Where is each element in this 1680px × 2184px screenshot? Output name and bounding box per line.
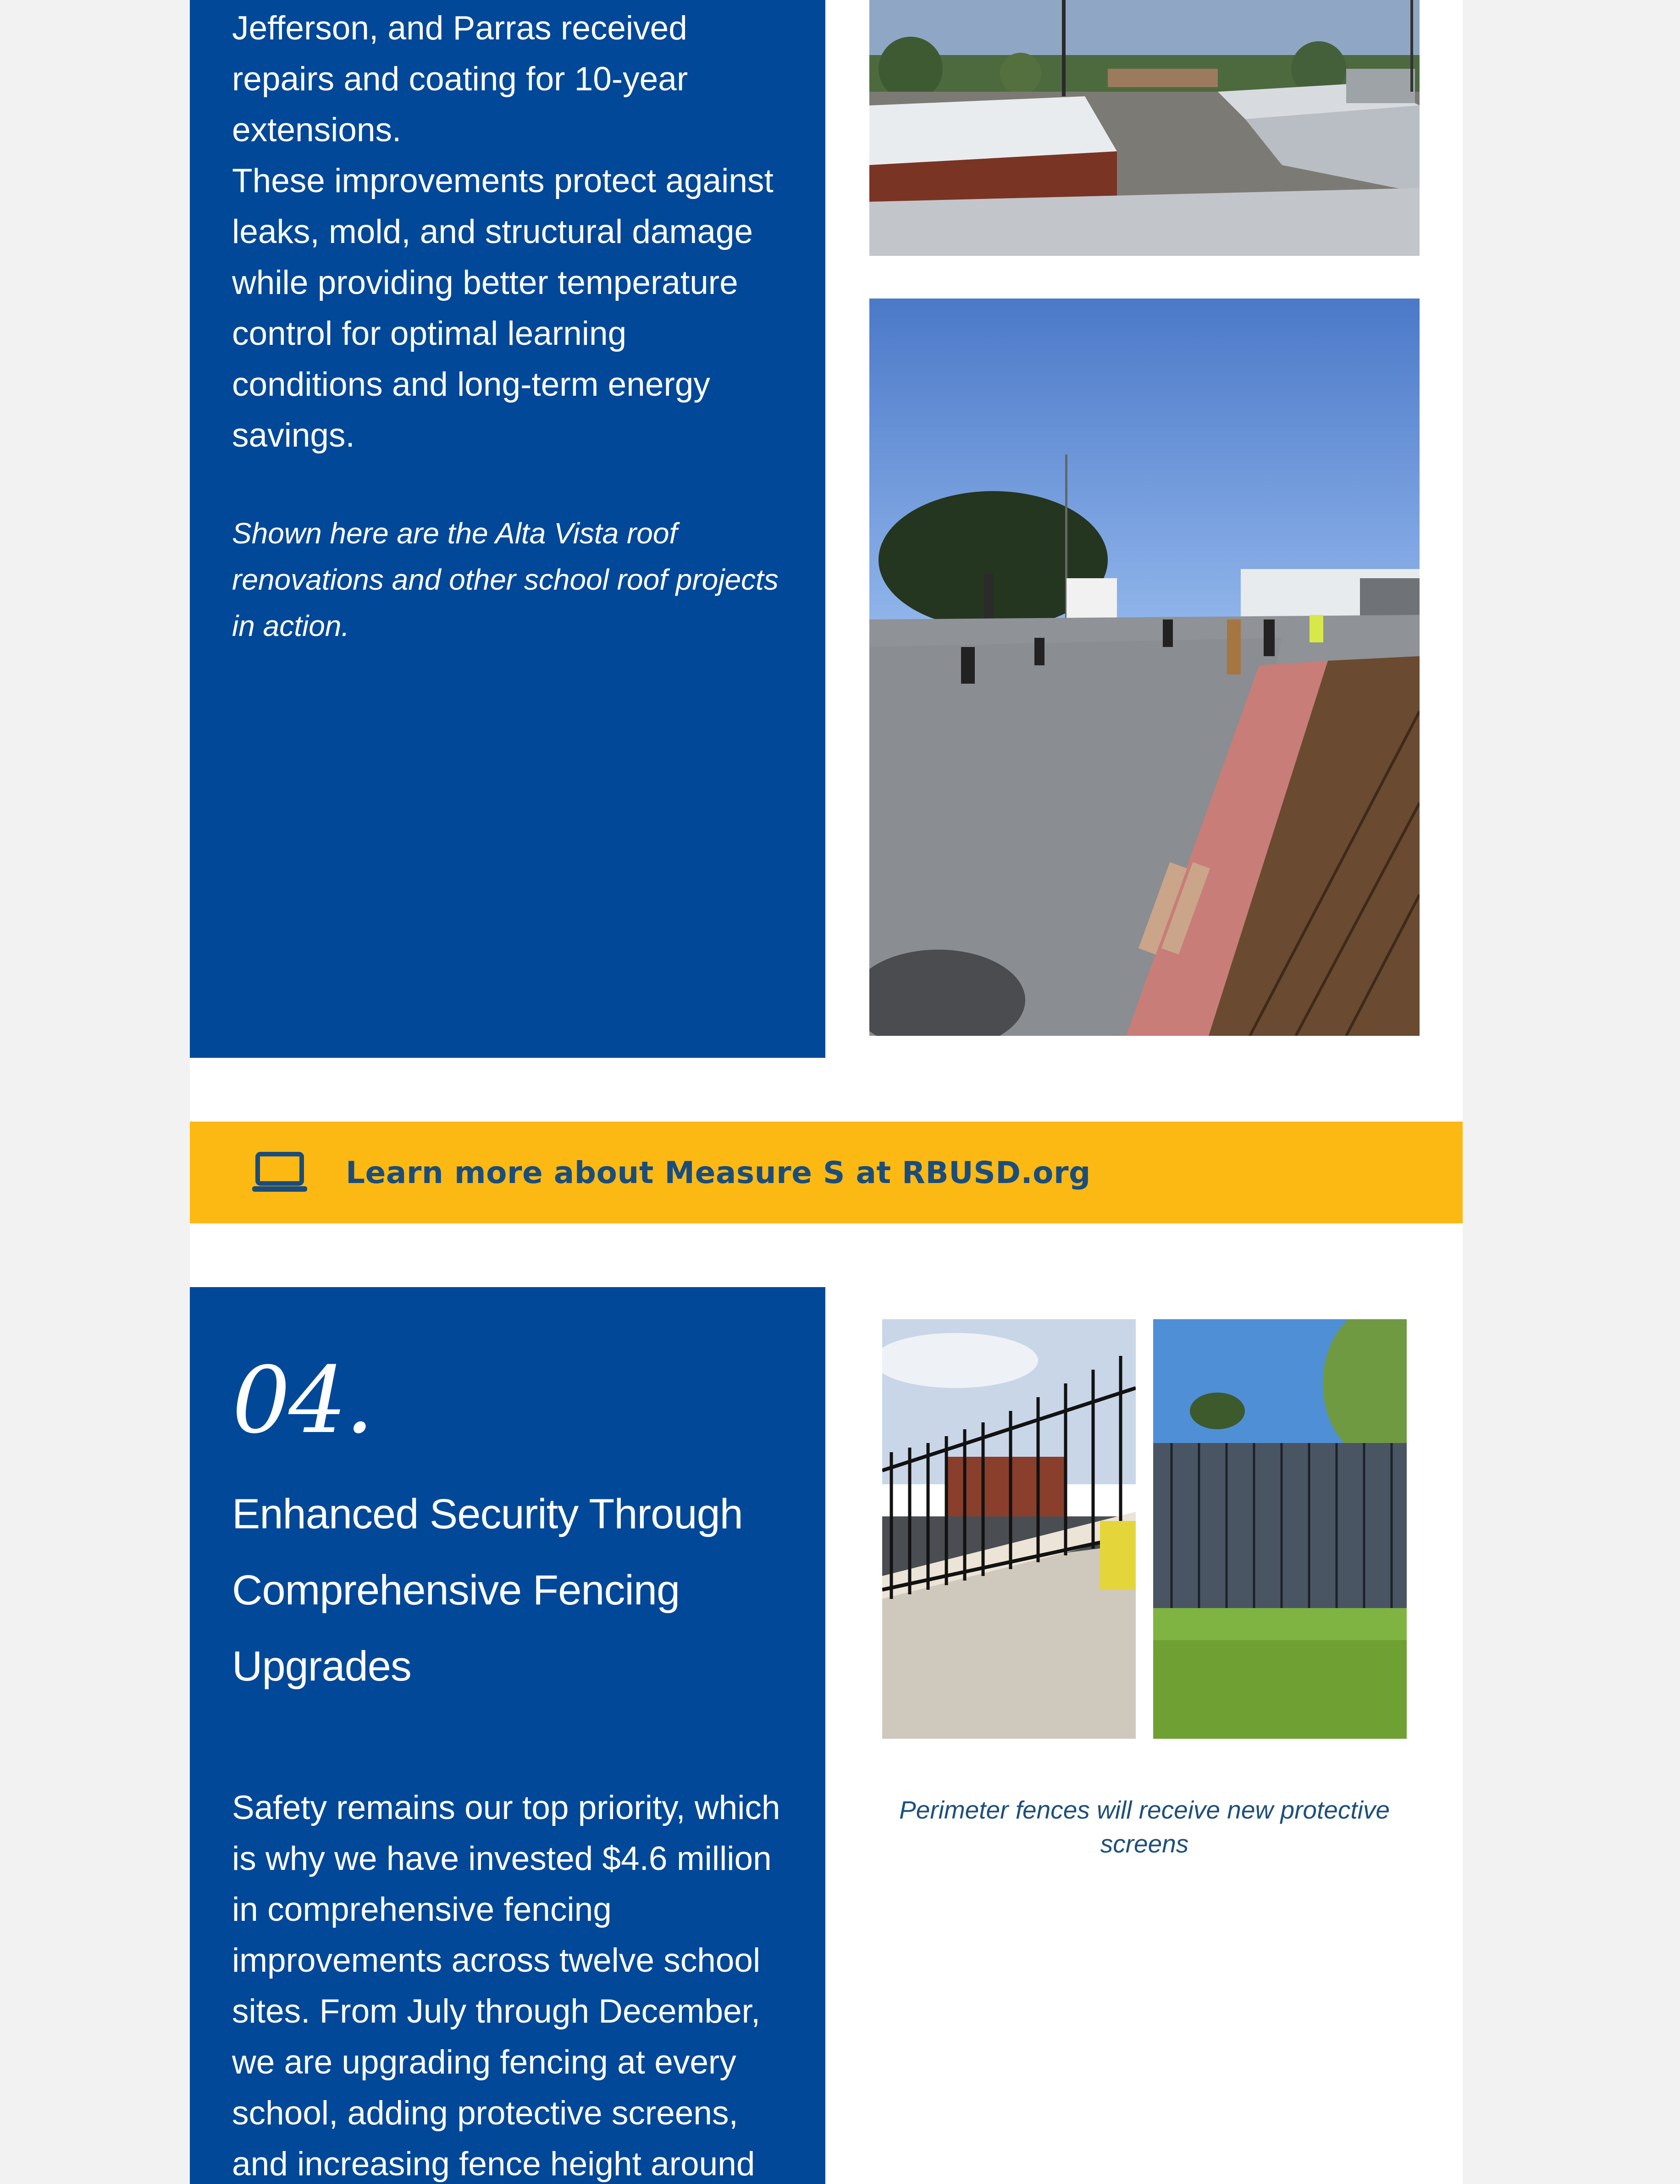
learn-more-banner[interactable] xyxy=(190,1122,1463,1223)
body-line: while providing better temperature xyxy=(232,264,738,301)
roof-renovation-photo xyxy=(869,299,1420,1036)
body-line: These improvements protect against xyxy=(232,162,774,199)
body-line: repairs and coating for 10-year xyxy=(232,61,688,98)
fencing-section-body: Safety remains our top priority, which is why we have invested $4.6 million in comprehensive fencing improvements across twelve school sites. From July through December, we are upgrading fencing at every school, adding protective screens, and increasing fence height around xyxy=(232,1789,780,2183)
fencing-section-panel xyxy=(190,1287,825,2184)
section-number: 04. xyxy=(232,1347,373,1454)
fence-photo-caption: Perimeter fences will receive new protective screens xyxy=(899,1796,1390,1858)
body-line: leaks, mold, and structural damage xyxy=(232,213,753,250)
fence-photo-sidewalk xyxy=(882,1319,1136,1739)
body-line: conditions and long-term energy xyxy=(232,366,710,403)
roof-section-panel xyxy=(190,0,825,1058)
fence-photo-screened xyxy=(1153,1319,1407,1739)
newsletter-page xyxy=(190,0,1463,2184)
section-title: Enhanced Security Through Comprehensive Fencing Upgrades xyxy=(232,1491,743,1690)
body-line: control for optimal learning xyxy=(232,315,627,352)
body-line: extensions. xyxy=(232,111,402,149)
roof-photo-caption: Shown here are the Alta Vista roof renovations and other school roof projects in action. xyxy=(232,517,779,642)
school-rooftops-photo xyxy=(869,0,1420,256)
body-line: Jefferson, and Parras received xyxy=(232,10,687,47)
roof-section-body xyxy=(232,0,783,461)
learn-more-link[interactable]: Learn more about Measure S at RBUSD.org xyxy=(346,1155,1091,1190)
body-line: savings. xyxy=(232,417,355,454)
laptop-icon xyxy=(252,1151,307,1194)
